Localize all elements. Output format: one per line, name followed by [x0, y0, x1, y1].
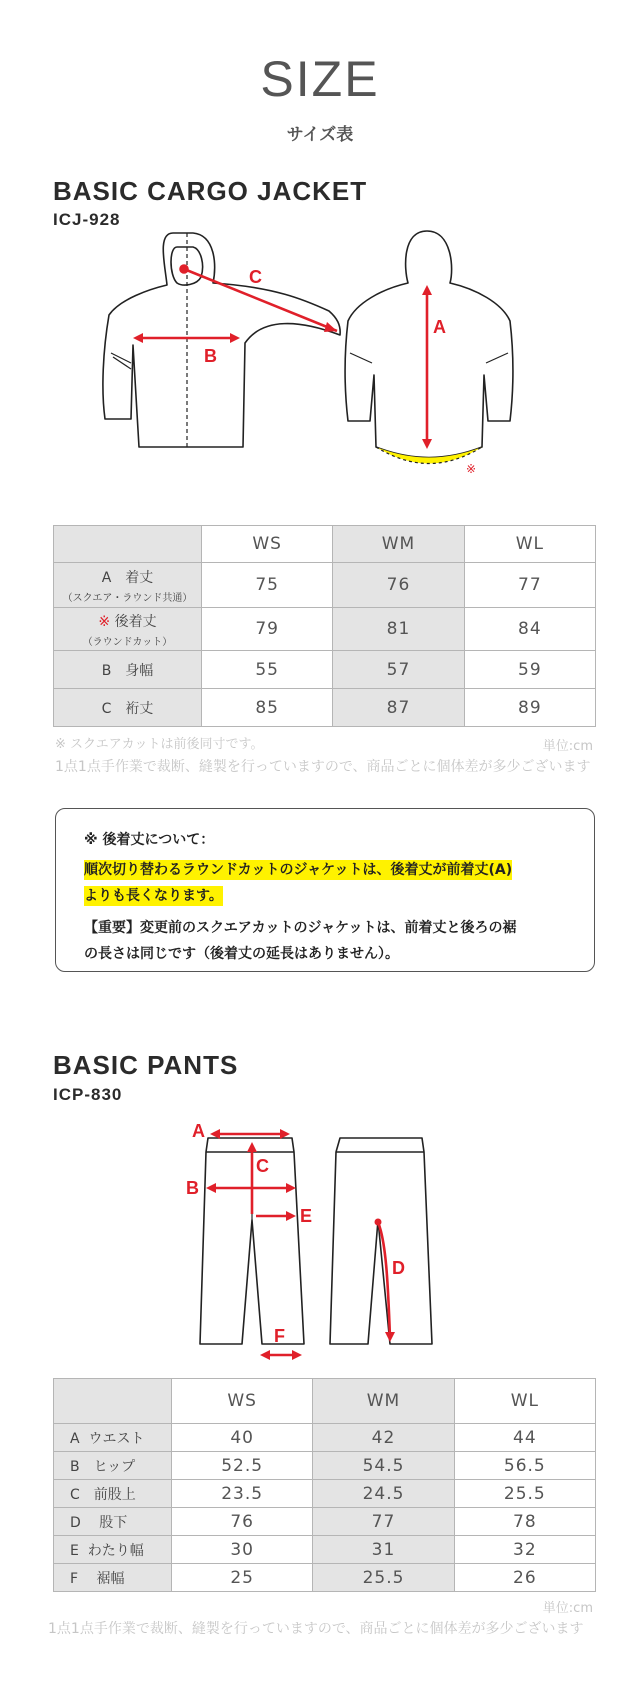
row-label: F 裾幅: [54, 1564, 172, 1592]
notice-box: [55, 808, 595, 972]
table-row: [54, 651, 596, 689]
pants-front-illustration: [180, 1112, 320, 1362]
table-row: [54, 608, 596, 651]
row-label: C 裄丈: [101, 700, 154, 717]
jacket-front-illustration: [95, 225, 360, 460]
pants-col-wm: WM: [313, 1379, 454, 1424]
cell-ws: 79: [202, 608, 333, 651]
row-label: B 身幅: [101, 662, 154, 679]
cell-wm: 25.5: [313, 1564, 454, 1592]
row-sublabel: （ラウンドカット）: [82, 636, 173, 648]
pants-label-a: A: [192, 1121, 205, 1141]
cell-wl: 84: [464, 608, 595, 651]
cell-wl: 44: [454, 1424, 595, 1452]
cell-wl: 89: [464, 689, 595, 727]
notice-title: ※ 後着丈について：: [84, 832, 215, 848]
pants-col-ws: WS: [172, 1379, 313, 1424]
pants-size-table: [53, 1378, 596, 1592]
cell-wm: 24.5: [313, 1480, 454, 1508]
notice-highlight-2: よりも長くなります。: [84, 888, 223, 904]
jacket-label-a: A: [433, 317, 446, 337]
cell-wm: 31: [313, 1536, 454, 1564]
jacket-label-c: C: [249, 267, 262, 287]
cell-ws: 40: [172, 1424, 313, 1452]
row-label: A ウエスト: [54, 1424, 172, 1452]
jacket-disclaimer: 1点1点手作業で裁断、縫製を行っていますので、商品ごとに個体差が多少ございます: [55, 759, 591, 775]
cell-wm: 76: [333, 563, 464, 608]
table-row: [54, 689, 596, 727]
cell-wl: 32: [454, 1536, 595, 1564]
pants-label-b: B: [186, 1178, 199, 1198]
cell-wl: 78: [454, 1508, 595, 1536]
notice-highlight-1: 順次切り替わるラウンドカットのジャケットは、後着丈が前着丈(A): [84, 862, 513, 878]
jacket-code: ICJ-928: [53, 210, 121, 229]
cell-wl: 56.5: [454, 1452, 595, 1480]
pants-unit: 単位:cm: [542, 1601, 593, 1616]
row-label: C 前股上: [54, 1480, 172, 1508]
table-row: [54, 1536, 596, 1564]
pants-col-wl: WL: [454, 1379, 595, 1424]
cell-wm: 77: [313, 1508, 454, 1536]
jacket-col-wm: WM: [333, 526, 464, 563]
row-label: A 着丈: [101, 569, 154, 586]
row-label: 後着丈: [114, 613, 157, 630]
jacket-label-mark: ※: [466, 462, 477, 475]
jacket-note: ※ スクエアカットは前後同寸です。: [55, 737, 264, 752]
pants-title: BASIC PANTS: [53, 1050, 239, 1080]
jacket-col-ws: WS: [202, 526, 333, 563]
row-label: E わたり幅: [54, 1536, 172, 1564]
pants-label-f: F: [274, 1326, 285, 1346]
notice-body-2: の長さは同じです（後着丈の延長はありません）。: [84, 946, 399, 962]
pants-disclaimer: 1点1点手作業で裁断、縫製を行っていますので、商品ごとに個体差が多少ございます: [48, 1621, 584, 1637]
table-row: [54, 1508, 596, 1536]
cell-wl: 59: [464, 651, 595, 689]
cell-wl: 25.5: [454, 1480, 595, 1508]
table-row: [54, 1424, 596, 1452]
cell-ws: 55: [202, 651, 333, 689]
pants-header-corner: [54, 1379, 172, 1424]
jacket-header-corner: [54, 526, 202, 563]
jacket-label-b: B: [204, 346, 217, 366]
pants-code: ICP-830: [53, 1085, 123, 1104]
cell-wm: 81: [333, 608, 464, 651]
row-mark: ※: [98, 613, 111, 630]
cell-ws: 30: [172, 1536, 313, 1564]
page-subtitle: サイズ表: [286, 125, 354, 145]
cell-wm: 42: [313, 1424, 454, 1452]
cell-ws: 75: [202, 563, 333, 608]
pants-back-illustration: [328, 1112, 458, 1352]
cell-wl: 77: [464, 563, 595, 608]
row-sublabel: （スクエア・ラウンド共通）: [62, 592, 193, 604]
cell-ws: 85: [202, 689, 333, 727]
cell-ws: 52.5: [172, 1452, 313, 1480]
row-label: D 股下: [54, 1508, 172, 1536]
pants-label-e: E: [300, 1206, 313, 1226]
notice-body-1: 【重要】変更前のスクエアカットのジャケットは、前着丈と後ろの裾: [84, 920, 517, 936]
pants-label-d: D: [392, 1258, 405, 1278]
cell-ws: 76: [172, 1508, 313, 1536]
jacket-unit: 単位:cm: [542, 739, 593, 754]
table-row: [54, 1564, 596, 1592]
cell-wm: 54.5: [313, 1452, 454, 1480]
table-row: [54, 1452, 596, 1480]
table-row: [54, 1480, 596, 1508]
cell-wl: 26: [454, 1564, 595, 1592]
jacket-title: BASIC CARGO JACKET: [53, 176, 368, 206]
cell-ws: 23.5: [172, 1480, 313, 1508]
pants-label-c: C: [256, 1156, 269, 1176]
jacket-col-wl: WL: [464, 526, 595, 563]
cell-ws: 25: [172, 1564, 313, 1592]
cell-wm: 57: [333, 651, 464, 689]
jacket-back-illustration: [342, 225, 517, 475]
row-label: B ヒップ: [54, 1452, 172, 1480]
page-title: SIZE: [260, 51, 380, 107]
cell-wm: 87: [333, 689, 464, 727]
table-row: [54, 563, 596, 608]
jacket-size-table: [53, 525, 596, 727]
